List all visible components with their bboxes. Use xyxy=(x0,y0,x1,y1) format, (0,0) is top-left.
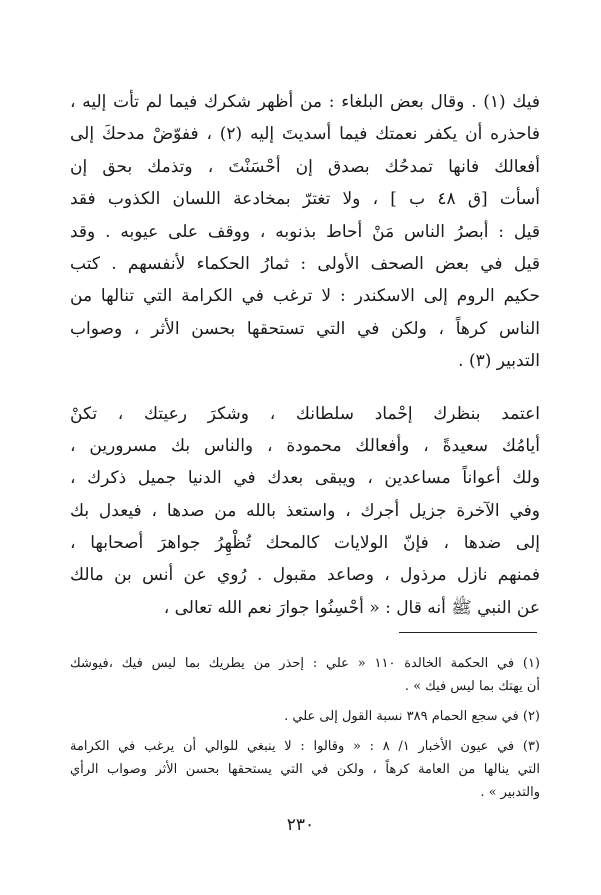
text-line: إلى ضدها ، فإنّ الولايات كالمحك تُظْهِرُ جواهرَ أصحابها ، xyxy=(70,533,540,554)
text-line: حكيم الروم إلى الاسكندر : لا ترغب في الكرامة التي تنالها من xyxy=(70,286,540,307)
text-line: أسأت [ق ٤٨ ب ] ، ولا تغترّ بمخادعة اللسان الكذوب فقد xyxy=(70,189,541,210)
footnotes xyxy=(70,652,540,804)
footnote-separator xyxy=(399,632,537,633)
main-text xyxy=(70,86,540,624)
page-number: ٢٣٠ xyxy=(286,815,315,835)
text-line: وفي الآخرة جزيل أجرك ، واستعذ بالله من صدها ، فيعدل بك xyxy=(70,500,540,521)
text-line: الناس كرهاً ، ولكن في التي تستحقها بحسن الأثر ، وصواب xyxy=(70,318,540,339)
text-line: فاحذره أن يكفر نعمتك فيما أسديتَ إليه (٢) ، ففوّضْ مدحكَ إلى xyxy=(70,124,540,145)
text-line: أيامُك سعيدةً ، وأفعالك محمودة ، والناس بك مسرورين ، xyxy=(70,435,540,456)
text-line: قيل في بعض الصحف الأولى : ثمارُ الحكماء لأنفسهم . كتب xyxy=(70,253,540,274)
footnote-line: (١) في الحكمة الخالدة ١١٠ « علي : إحذر من يطريك بما ليس فيك ،فيوشك xyxy=(70,656,540,671)
text-line: عن النبي ﷺ أنه قال : « أحْسِنُوا جوارَ نعم الله تعالى ، xyxy=(163,597,540,618)
footnote-line: (٣) في عيون الأخبار ١/ ٨ : « وقالوا : لا ينبغي للوالي أن يرغب في الكرامة xyxy=(70,739,540,754)
text-line: فمنهم نازل مرذول ، وصاعد مقبول . رُوي عن أنس بن مالك xyxy=(70,565,540,586)
paragraph-gap xyxy=(70,378,540,398)
footnote-line: (٢) في سجع الحمام ٣٨٩ نسبة القول إلى علي . xyxy=(284,709,540,724)
footnote-line: أن يهتك بما ليس فيك » . xyxy=(404,679,540,694)
text-line: قيل : أبصرُ الناس مَنْ أحاط بذنوبه ، ووقف على عيوبه . وقد xyxy=(70,221,540,242)
footnote-line: والتدبير » . xyxy=(480,785,540,800)
text-line: اعتمد بنظرك إحْماد سلطانك ، وشكرَ رعيتك ، تكنْ xyxy=(70,403,540,424)
footnote-line: التي ينالها من العامة كرهاً ، ولكن في التي يستحقها بحسن الأثر وصواب الرأي xyxy=(70,762,540,777)
text-line: فيك (١) . وقال بعض البلغاء : من أظهر شكرك فيما لم تأت إليه ، xyxy=(70,92,540,112)
text-line: التدبير (٣) . xyxy=(458,351,540,372)
text-line: ولك أعواناً مساعدين ، ويبقى بعدك في الدنيا جميل ذكرك ، xyxy=(70,468,540,489)
text-line: أفعالك فانها تمدحُك بصدق إن أحْسَنْتَ ، وتذمك بحق إن xyxy=(70,156,540,177)
